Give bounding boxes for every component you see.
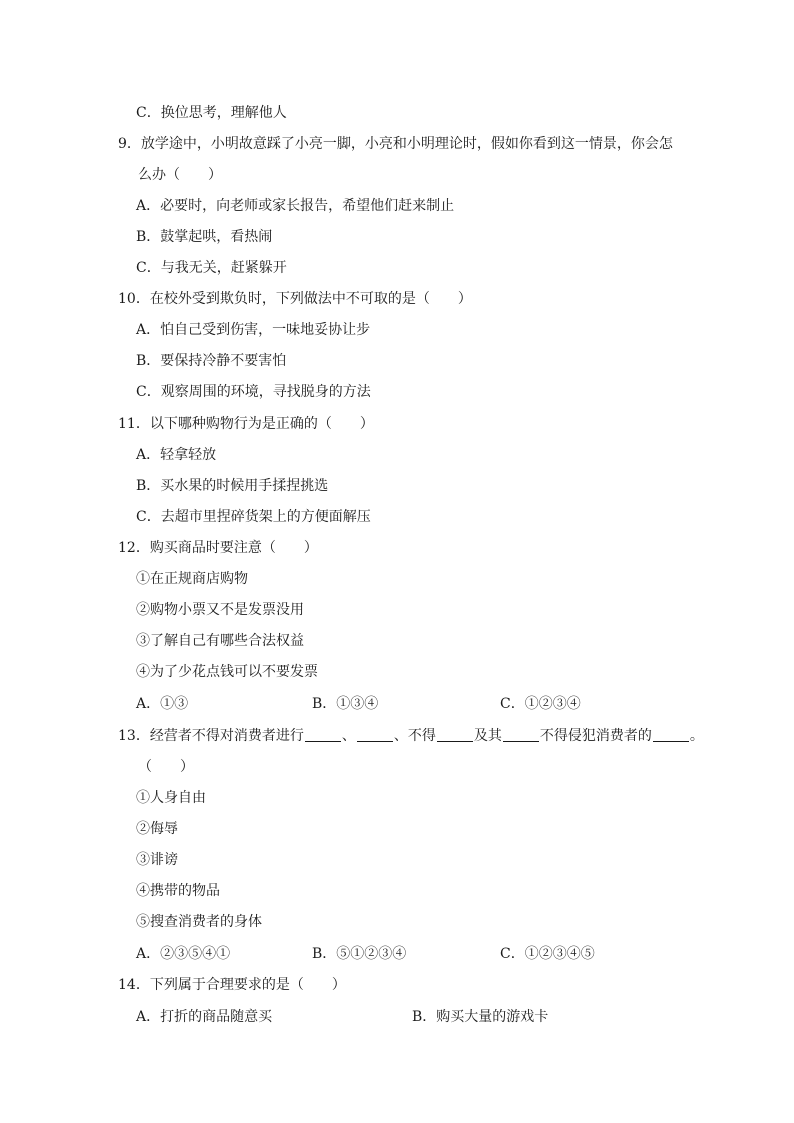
q11-option-b: B．买水果的时候用手揉捏挑选 — [136, 478, 329, 494]
q13-text-4: 及其 — [473, 728, 502, 744]
q14-option-b: B．购买大量的游戏卡 — [412, 1009, 549, 1025]
q13-text-2: 、 — [341, 728, 356, 744]
q8-option-c: C．换位思考，理解他人 — [136, 105, 287, 121]
q12-item-4: ④为了少花点钱可以不要发票 — [136, 664, 318, 680]
question-14: 14．下列属于合理要求的是（ ） — [118, 977, 346, 993]
answer-blank — [653, 727, 689, 742]
q12-item-1: ①在正规商店购物 — [136, 571, 248, 587]
q12-item-2: ②购物小票又不是发票没用 — [136, 602, 304, 618]
q13-item-5: ⑤搜查消费者的身体 — [136, 914, 262, 930]
q10-option-b: B．要保持冷静不要害怕 — [136, 353, 287, 369]
q13-item-4: ④携带的物品 — [136, 883, 220, 899]
question-13 — [118, 726, 704, 746]
question-12: 12．购买商品时要注意（ ） — [118, 540, 318, 556]
q13-item-1: ①人身自由 — [136, 790, 206, 806]
q10-option-c: C．观察周围的环境，寻找脱身的方法 — [136, 384, 371, 400]
q12-item-3: ③了解自己有哪些合法权益 — [136, 633, 304, 649]
q11-option-a: A．轻拿轻放 — [136, 447, 217, 463]
question-9-cont: 么办（ ） — [138, 167, 222, 183]
q12-option-a: A．①③ — [136, 696, 189, 712]
question-9: 9．放学途中，小明故意踩了小亮一脚，小亮和小明理论时，假如你看到这一情景，你会怎 — [118, 136, 673, 152]
q11-option-c: C．去超市里捏碎货架上的方便面解压 — [136, 509, 371, 525]
answer-blank — [437, 727, 473, 742]
q13-option-a: A．②③⑤④① — [136, 946, 231, 962]
q13-option-c: C．①②③④⑤ — [500, 946, 595, 962]
q9-option-b: B．鼓掌起哄，看热闹 — [136, 229, 273, 245]
q13-option-b: B．⑤①②③④ — [312, 946, 407, 962]
q9-option-c: C．与我无关，赶紧躲开 — [136, 260, 287, 276]
answer-blank — [357, 727, 393, 742]
q13-text-5: 不得侵犯消费者的 — [539, 728, 652, 744]
answer-blank — [305, 727, 341, 742]
q10-option-a: A．怕自己受到伤害，一味地妥协让步 — [136, 322, 371, 338]
question-11: 11．以下哪种购物行为是正确的（ ） — [118, 416, 374, 432]
q13-item-2: ②侮辱 — [136, 821, 178, 837]
question-10: 10．在校外受到欺负时，下列做法中不可取的是（ ） — [118, 291, 472, 307]
q13-text-6: 。 — [689, 728, 704, 744]
q12-option-b: B．①③④ — [312, 696, 379, 712]
q13-item-3: ③诽谤 — [136, 852, 178, 868]
q12-option-c: C．①②③④ — [500, 696, 581, 712]
q13-text-3: 、不得 — [393, 728, 436, 744]
q9-option-a: A．必要时，向老师或家长报告，希望他们赶来制止 — [136, 198, 455, 214]
q13-text-1: 13．经营者不得对消费者进行 — [118, 728, 304, 744]
answer-blank — [503, 727, 539, 742]
q14-option-a: A．打折的商品随意买 — [136, 1009, 273, 1025]
question-13-cont: （ ） — [138, 759, 194, 775]
